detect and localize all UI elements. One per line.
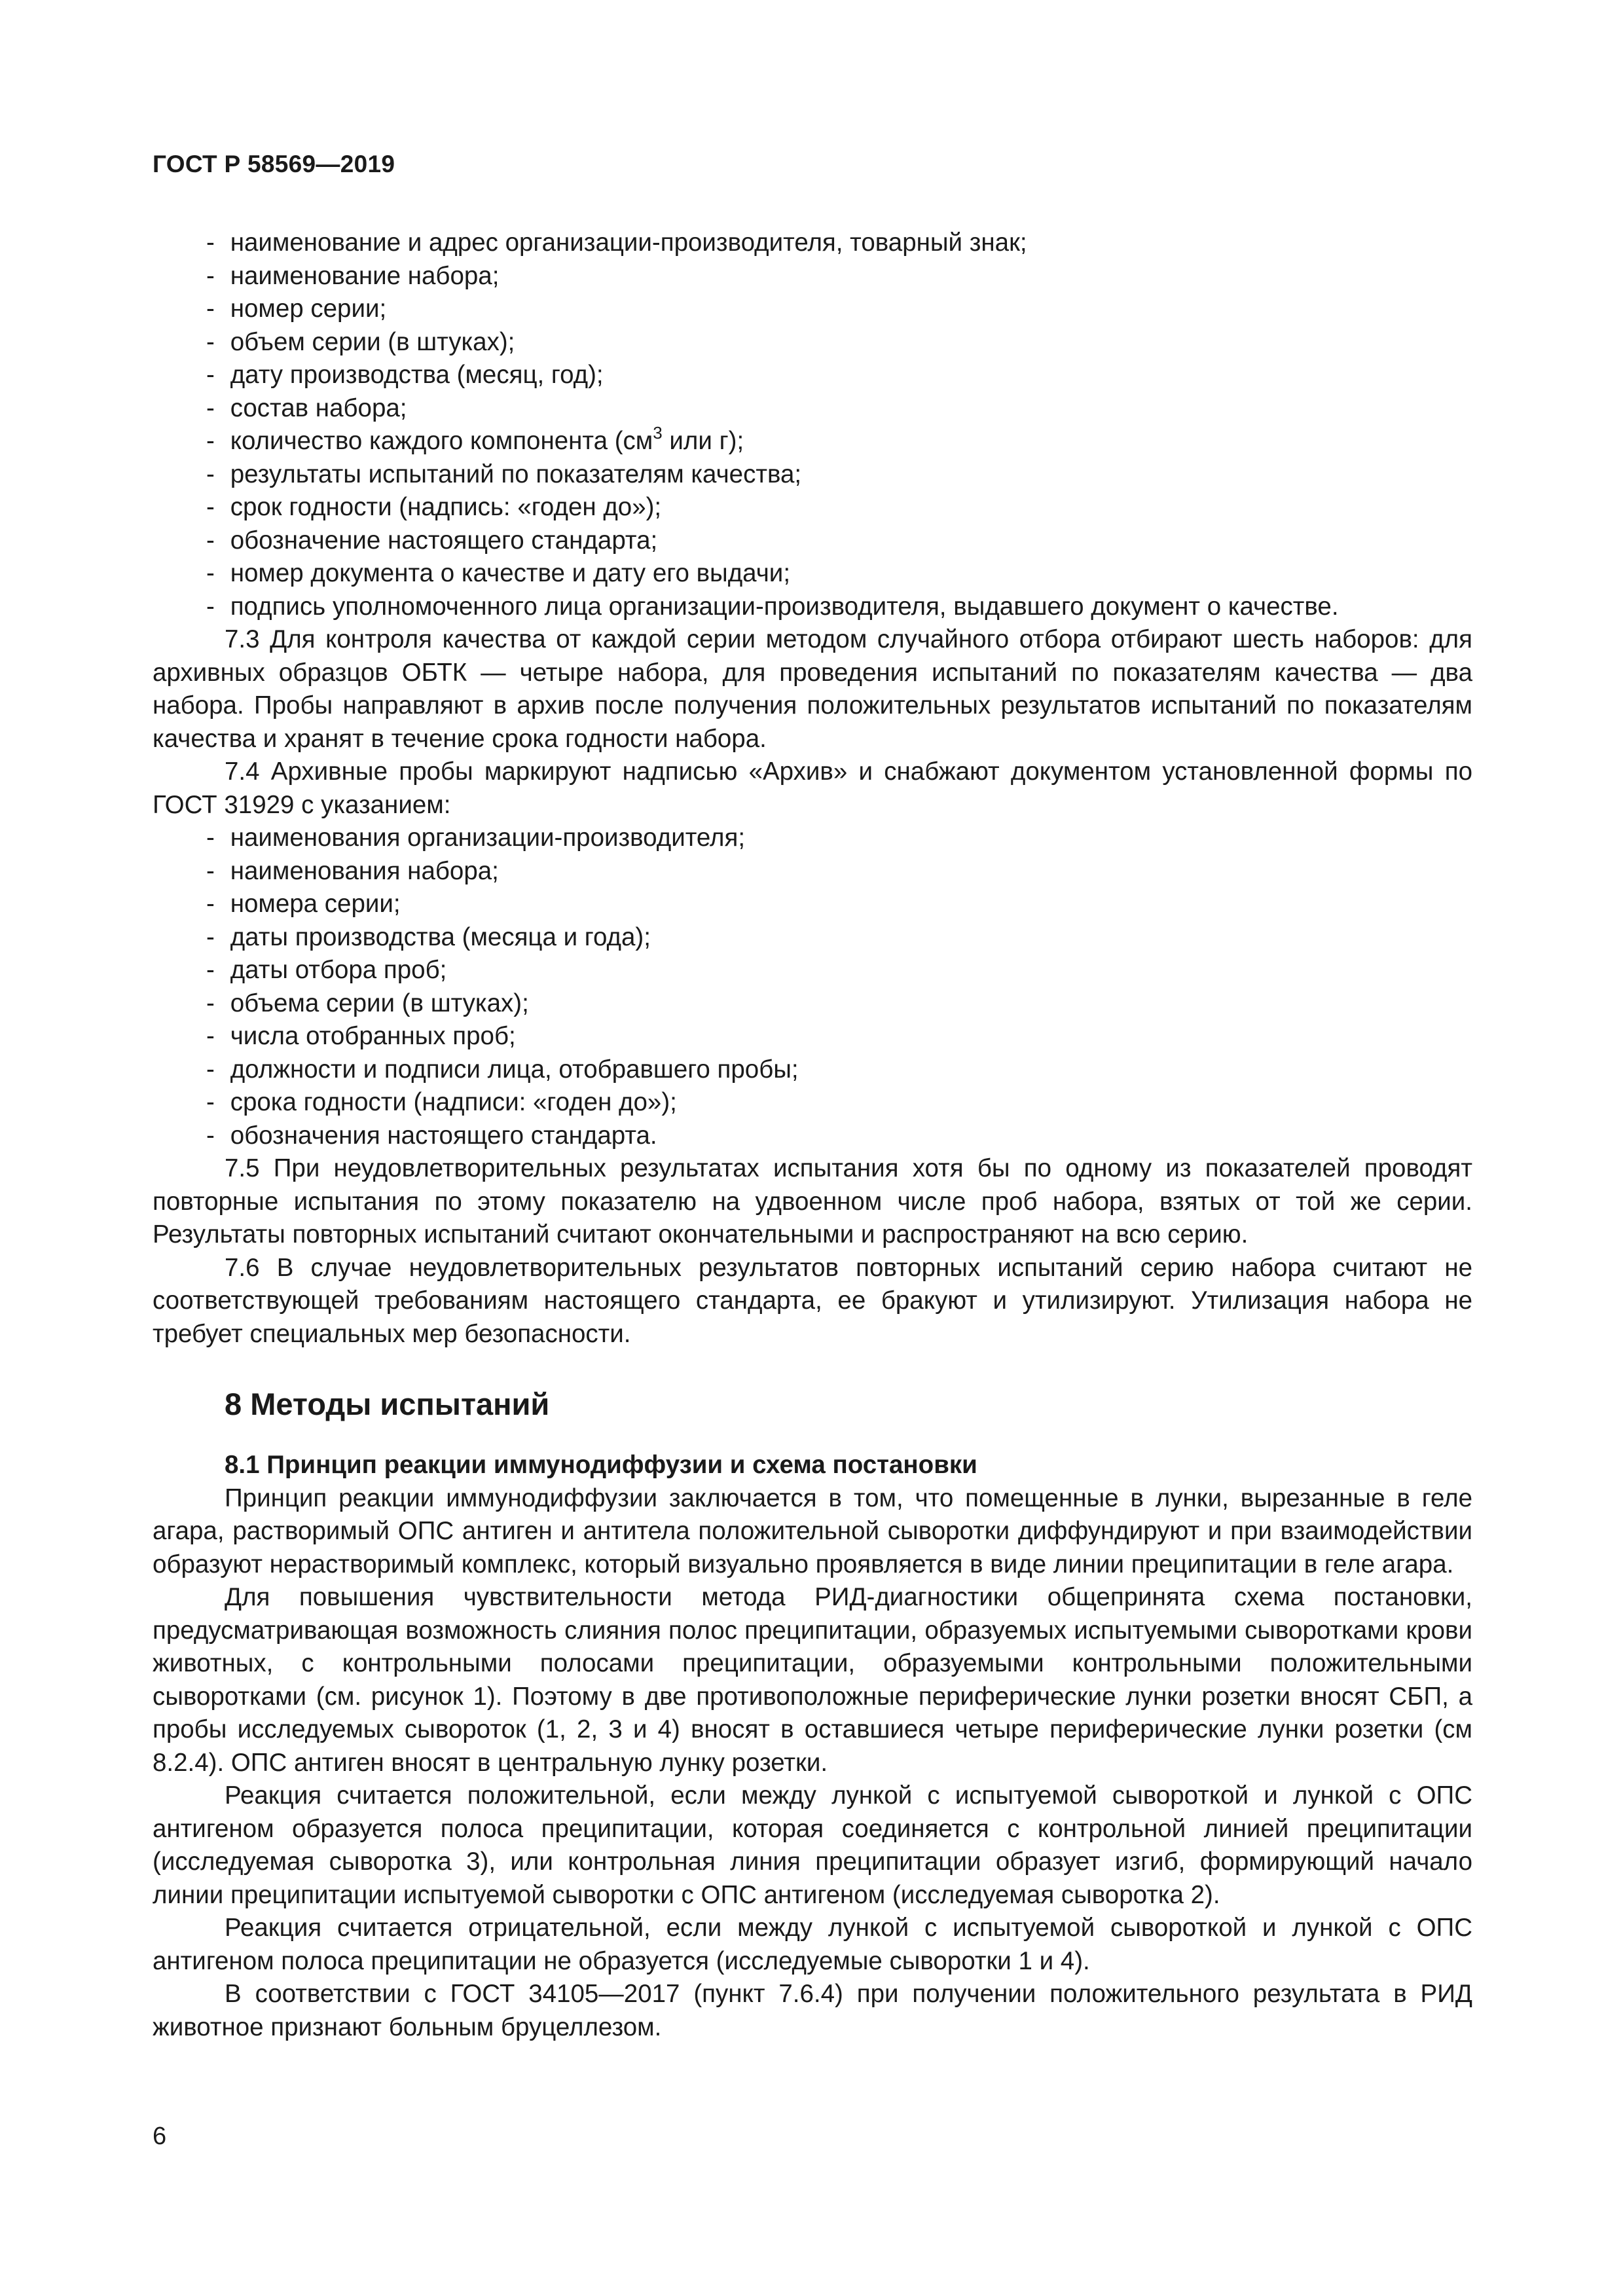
paragraph-8-1-conclusion: В соответствии с ГОСТ 34105—2017 (пункт 7.6.4) при получении положительного результата в РИД животное признают больным бруцеллезом. [153,1980,1472,2041]
list-item: - наименование и адрес организации-производителя, товарный знак; [206,228,1027,257]
list-item: - результаты испытаний по показателям качества; [206,460,802,488]
paragraph-7-5: 7.5 При неудовлетворительных результатах испытания хотя бы по одному из показателей проводят повторные испытания по этому показателю на удвоенном числе проб набора, взятых от той же серии. Результаты повторных испытаний считают окончательными и распространяют на всю серию. [153,1154,1472,1248]
list-item: - наименование набора; [206,261,500,290]
list-item: - срок годности (надпись: «годен до»); [206,493,662,521]
list-item: - наименования набора; [206,856,499,885]
list-item: - номера серии; [206,890,401,918]
paragraph-7-3: 7.3 Для контроля качества от каждой серии методом случайного отбора отбирают шесть наборов: для архивных образцов ОБТК — четыре набора, для проведения испытаний по показателям качества — два набора. Пробы направляют в архив после получения положительных результатов испытаний по показателям качества и хранят в течение срока годности набора. [153,625,1472,753]
list-item: - объема серии (в штуках); [206,989,529,1017]
list-item: - срока годности (надписи: «годен до»); [206,1088,677,1116]
list-item: - объем серии (в штуках); [206,327,515,356]
paragraph-7-6: 7.6 В случае неудовлетворительных результатов повторных испытаний серию набора считают не соответствующей требованиям настоящего стандарта, ее бракуют и утилизируют. Утилизация набора не требует специальных мер безопасности. [153,1253,1472,1348]
superscript: 3 [653,423,663,443]
list-item: - наименования организации-производителя; [206,824,746,852]
document-header-gost-number: ГОСТ Р 58569—2019 [153,151,395,177]
list-item: - даты отбора проб; [206,956,447,984]
list-item: - числа отобранных проб; [206,1022,516,1050]
archive-label-list [153,822,1472,1152]
section-heading-8: 8 Методы испытаний [225,1387,550,1421]
document-content-list [153,227,1472,623]
list-item: - количество каждого компонента ($см^3$ или г); [206,423,744,455]
list-item: - номер документа о качестве и дату его выдачи; [206,559,791,587]
list-item: - дату производства (месяц, год); [206,361,604,389]
page-number: 6 [153,2123,167,2150]
paragraph-8-1-principle: Принцип реакции иммунодиффузии заключается в том, что помещенные в лунки, вырезанные в геле агара, растворимый ОПС антиген и антитела положительной сыворотки диффундируют и при взаимодействии образуют нерастворимый комплекс, который визуально проявляется в виде линии преципитации в геле агара. [153,1484,1472,1578]
list-item: - обозначение настоящего стандарта; [206,526,658,555]
paragraph-7-4: 7.4 Архивные пробы маркируют надписью «Архив» и снабжают документом установленной формы по ГОСТ 31929 с указанием: [153,757,1472,819]
list-item: - подпись уполномоченного лица организации-производителя, выдавшего документ о качестве. [206,592,1339,621]
paragraph-8-1-scheme: Для повышения чувствительности метода РИД-диагностики общепринята схема постановки, предусматривающая возможность слияния полос преципитации, образуемых испытуемыми сыворотками крови животных, с контрольными полосами преципитации, образуемыми контрольными положительными сыворотками (см. рисунок 1). Поэтому в две противоположные периферические лунки розетки вносят СБП, а пробы исследуемых сывороток (1, 2, 3 и 4) вносят в оставшиеся четыре периферические лунки розетки (см 8.2.4). ОПС антиген вносят в центральную лунку розетки. [153,1583,1472,1777]
paragraph-8-1-positive: Реакция считается положительной, если между лункой с испытуемой сывороткой и лункой с ОПС антигеном образуется полоса преципитации, которая соединяется с контрольной линией преципитации (исследуемая сыворотка 3), или контрольная линия преципитации образует изгиб, формирующий начало линии преципитации испытуемой сыворотки с ОПС антигеном (исследуемая сыворотка 2). [153,1781,1472,1909]
list-item: - обозначения настоящего стандарта. [206,1121,657,1150]
list-item: - состав набора; [206,393,407,422]
list-item: - должности и подписи лица, отобравшего пробы; [206,1055,799,1084]
list-item: - даты производства (месяца и года); [206,922,651,951]
subsection-heading-8-1: 8.1 Принцип реакции иммунодиффузии и схема постановки [225,1451,977,1479]
list-item: - номер серии; [206,295,387,323]
paragraph-8-1-negative: Реакция считается отрицательной, если между лункой с испытуемой сывороткой и лункой с ОПС антигеном полоса преципитации не образуется (исследуемые сыворотки 1 и 4). [153,1914,1472,1975]
document-body [153,227,1472,2044]
